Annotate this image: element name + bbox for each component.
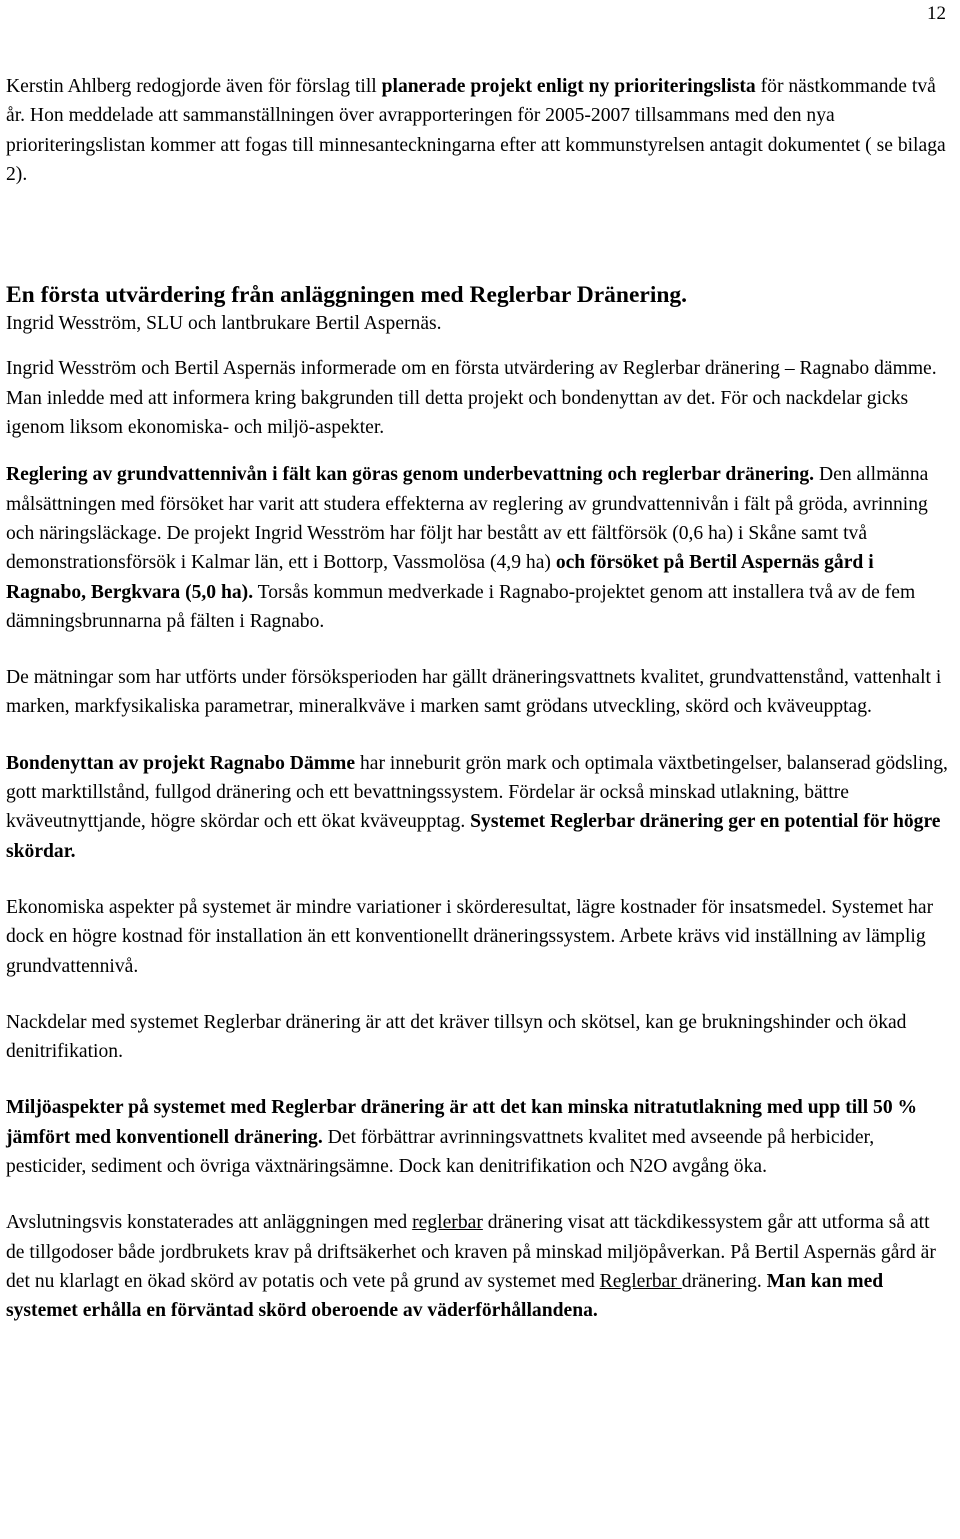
bold-text: Reglering av grundvattennivån i fält kan göras genom underbevattning och reglerbar dränering. — [6, 464, 815, 486]
text: Avslutningsvis konstaterades att anläggningen med — [6, 1212, 413, 1234]
paragraph-disadvantages: Nackdelar med systemet Reglerbar dränering är att det kräver tillsyn och skötsel, kan ge brukningshinder och ökad denitrifikation. — [6, 1011, 907, 1063]
text: Kerstin Ahlberg redogjorde även för förslag till — [6, 76, 382, 97]
section-drainage — [6, 281, 950, 338]
paragraph-economics: Ekonomiska aspekter på systemet är mindre variationer i skörderesultat, lägre kostnader för insatsmedel. Systemet har dock en högre kostnad för installation än ett konventionellt dräneringssystem. Arbete krävs vid inställning av lämplig grundvattennivå. — [6, 896, 934, 977]
paragraph-prioritization — [6, 72, 950, 189]
paragraph-farmer-benefit — [6, 749, 950, 866]
text: Det förbättrar avrinningsvattnets kvalitet med avseende på herbicider, pesticider, sediment och övriga växtnäringsämne. Dock kan denitrifikation och N2O avgång öka. — [6, 1126, 875, 1178]
page-number: 12 — [927, 3, 946, 24]
section-subtitle: Ingrid Wesström, SLU och lantbrukare Bertil Aspernäs. — [6, 313, 442, 335]
paragraph-environment — [6, 1093, 950, 1181]
bold-text: Miljöaspekter på systemet med Reglerbar dränering är att det kan minska nitratutlakning med upp till 50 % jämfört med konventionell dränering. — [6, 1097, 918, 1148]
paragraph-conclusion — [6, 1208, 950, 1325]
underlined-text: Reglerbar — [599, 1270, 682, 1292]
text: har inneburit grön mark och optimala växtbetingelser, balanserad gödsling, gott marktillstånd, fullgod dränering och ett bevattningssystem. Fördelar är också minskad utlakning, bättre kväveutnyttjande, högre skördar och ett ökat kväveupptag. — [6, 752, 948, 833]
bold-text: Bondenyttan av projekt Ragnabo Dämme — [6, 752, 356, 774]
underlined-text: reglerbar — [412, 1212, 483, 1234]
paragraph-regulation — [6, 460, 950, 636]
section-heading: En första utvärdering från anläggningen med Reglerbar Dränering. — [6, 282, 688, 309]
bold-text: Man kan med systemet erhålla en förväntad skörd oberoende av väderförhållandena. — [6, 1270, 884, 1322]
text: dränering. — [681, 1270, 767, 1292]
bold-text: planerade projekt enligt ny prioriteringslista — [381, 76, 756, 97]
text: Torsås kommun medverkade i Ragnabo-projektet genom att installera två av de fem dämningsbrunnarna på fälten i Ragnabo. — [6, 581, 916, 632]
bold-text: Systemet Reglerbar dränering ger en potential för högre skördar. — [6, 811, 941, 862]
paragraph-intro: Ingrid Wesström och Bertil Aspernäs informerade om en första utvärdering av Reglerbar dränering – Ragnabo dämme. Man inledde med att informera kring bakgrunden till detta projekt och bondenyttan av det. För och nackdelar gicks igenom liksom ekonomiska- och miljö-aspekter. — [6, 358, 937, 439]
paragraph-measurements: De mätningar som har utförts under försöksperioden har gällt dräneringsvattnets kvalitet, grundvattenstånd, vattenhalt i marken, markfysikaliska parametrar, mineralkväve i marken samt grödans utveckling, skörd och kväveupptag. — [6, 667, 942, 718]
document-body — [6, 72, 950, 1326]
bold-text: och försöket på Bertil Aspernäs gård i Ragnabo, Bergkvara (5,0 ha). — [6, 552, 874, 603]
text: Den allmänna målsättningen med försöket har varit att studera effekterna av reglering av grundvattennivån i fält på gröda, avrinning och näringsläckage. De projekt Ingrid Wesström har följt har bestått av ett fältförsök (0,6 ha) i Skåne samt två demonstrationsförsök i Kalmar län, ett i Bottorp, Vassmolösa (4,9 ha) — [6, 464, 929, 574]
text: dränering visat att täckdikessystem går att utforma så att de tillgodoser både jordbrukets krav på driftsäkerhet och kraven på minskad miljöpåverkan. På Bertil Aspernäs gård är det nu klarlagt en ökad skörd av potatis och vete på grund av systemet med — [6, 1212, 936, 1292]
text: för nästkommande två år. Hon meddelade att sammanställningen över avrapporteringen för 2005-2007 tillsammans med den nya prioriteringslistan kommer att fogas till minnesanteckningarna efter att kommunstyrelsen antagit dokumentet ( se bilaga 2). — [6, 76, 946, 185]
